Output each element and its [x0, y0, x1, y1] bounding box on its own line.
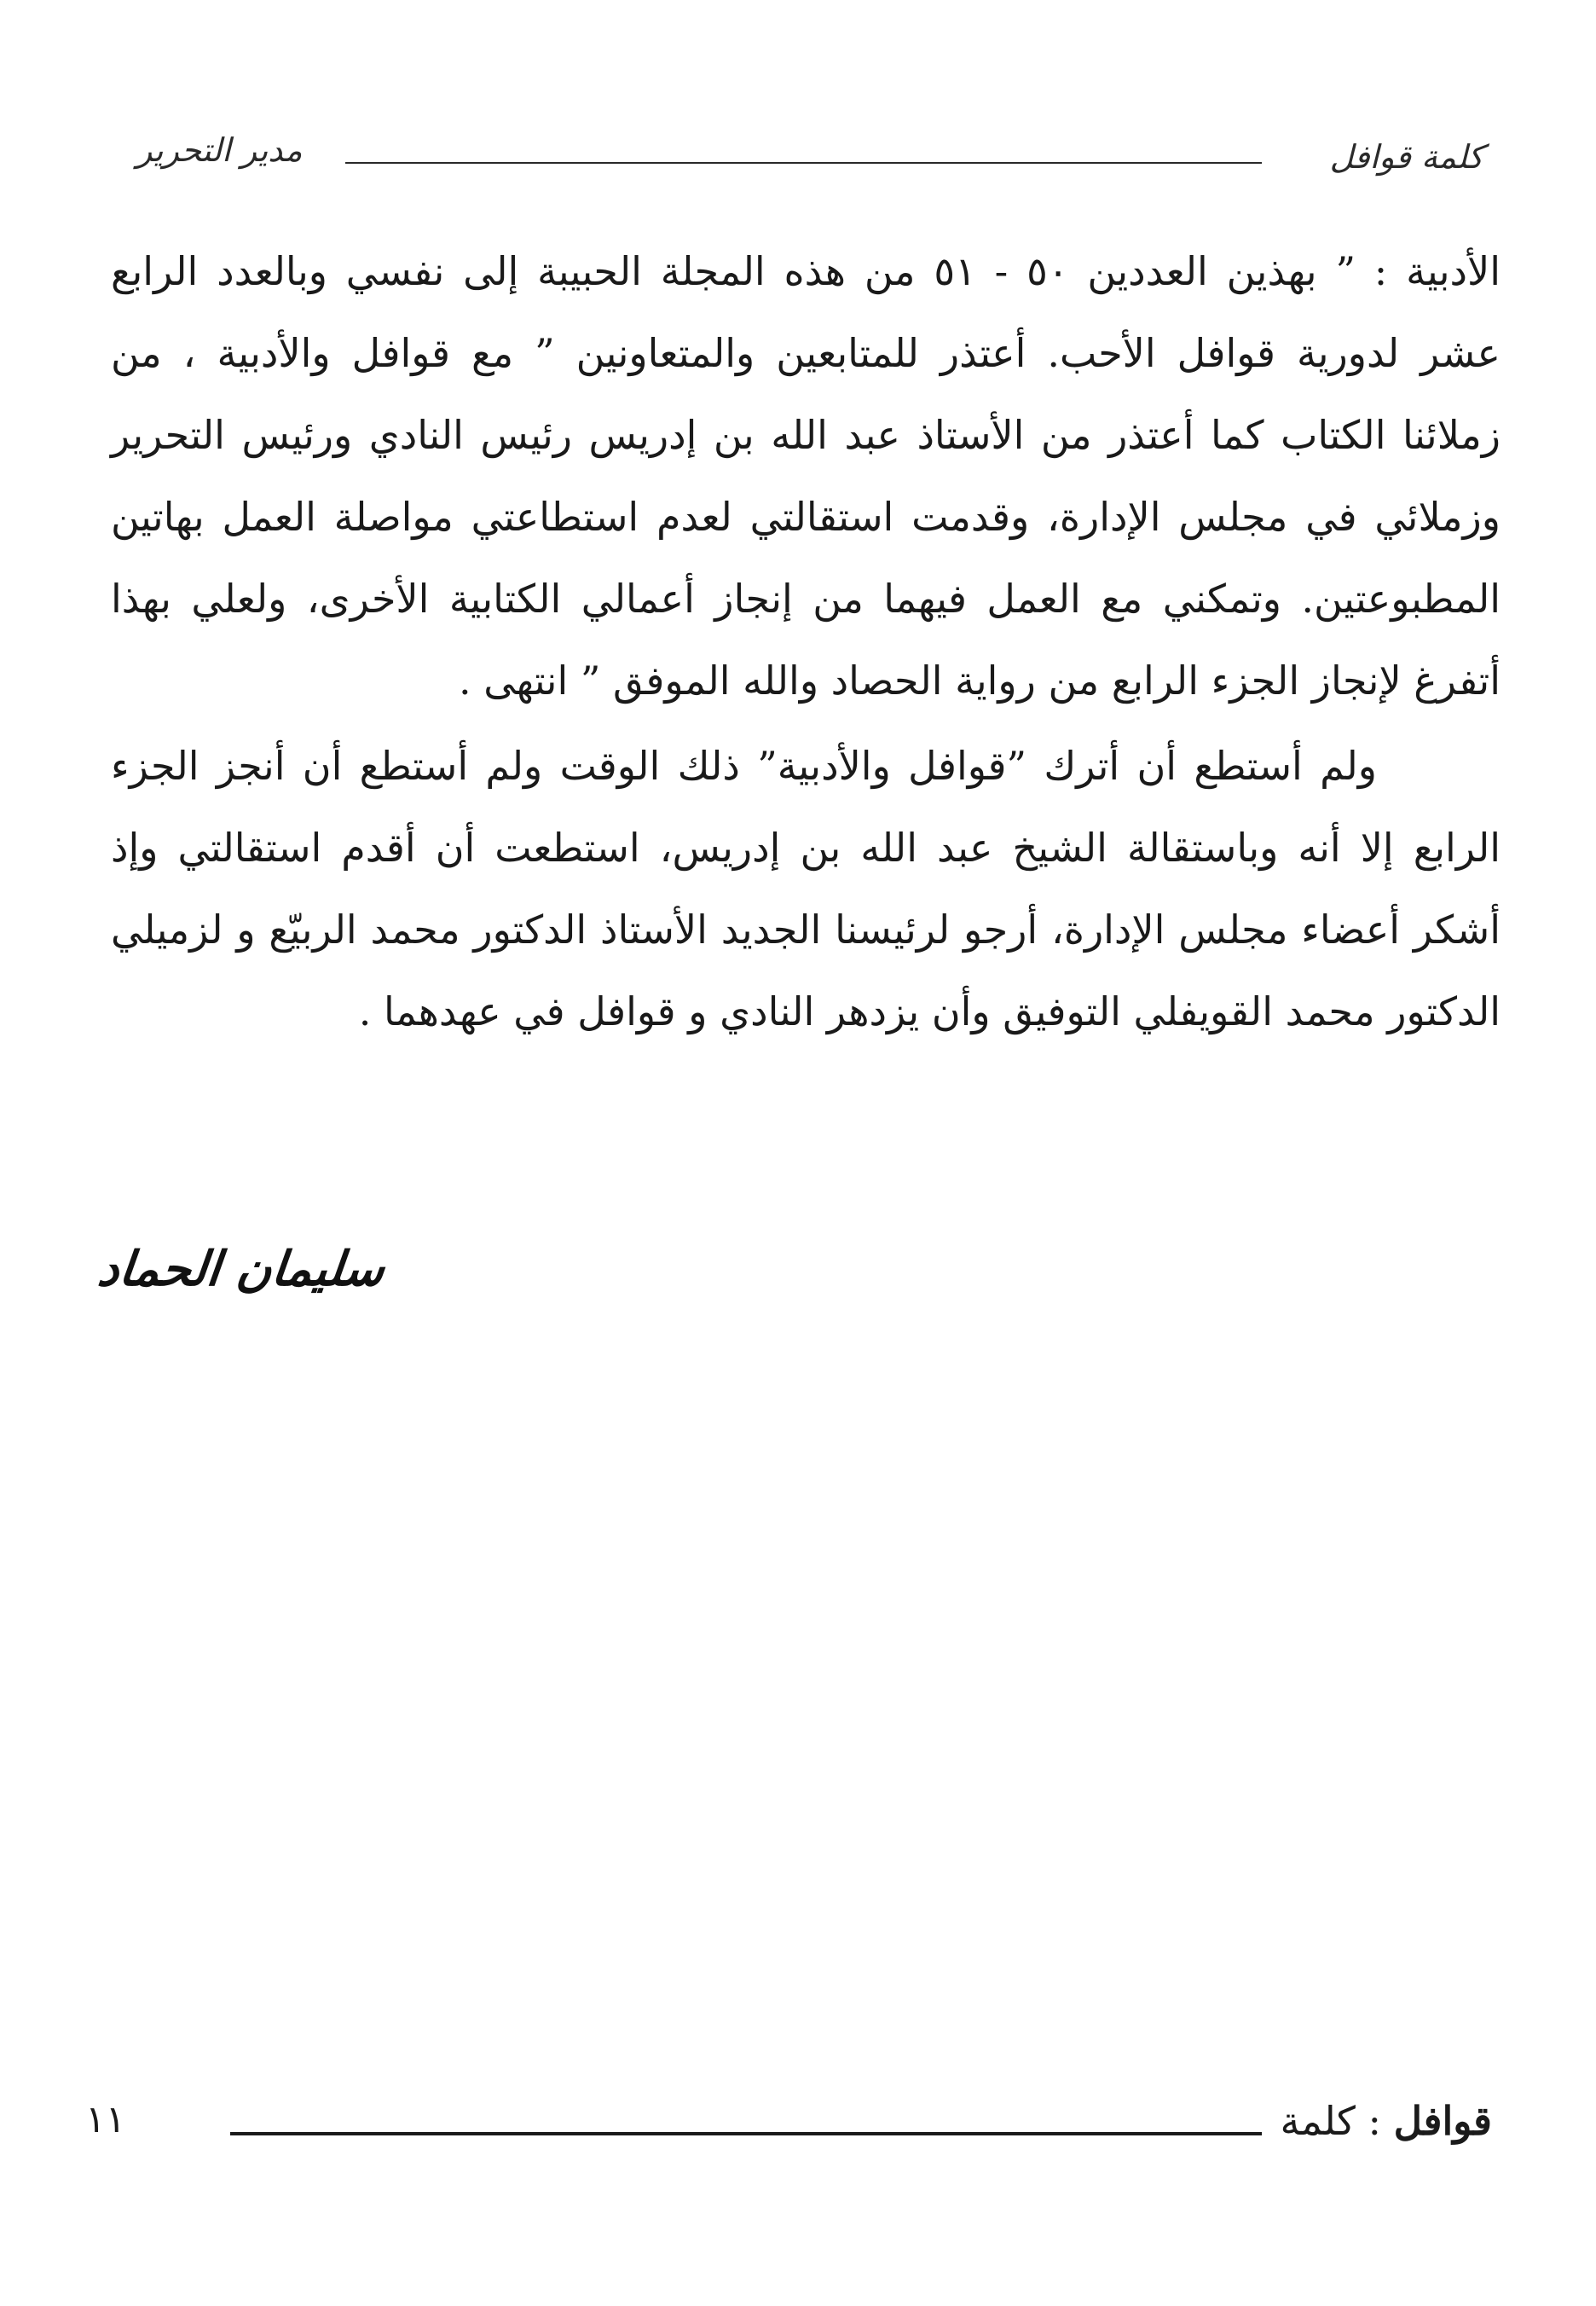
footer-section: كلمة: [1280, 2098, 1356, 2144]
author-signature: سليمان الحماد: [95, 1241, 388, 1297]
header-author-role: مدير التحرير: [136, 131, 303, 169]
paragraph-1: الأدبية : ” بهذين العددين ٥٠ - ٥١ من هذه المجلة الحبيبة إلى نفسي وبالعدد الرابع عشر لدورية قوافل الأحب. أعتذر للمتابعين والمتعاونين ” مع قوافل والأدبية ، من زملائنا الكتاب كما أعتذر من الأستاذ عبد الله بن إدريس رئيس النادي ورئيس التحرير وزملائي في مجلس الإدارة، وقدمت استقالتي لعدم استطاعتي مواصلة العمل بهاتين المطبوعتين. وتمكني مع العمل فيهما من إنجاز أعمالي الكتابية الأخرى، ولعلي بهذا أتفرغ لإنجاز الجزء الرابع من رواية الحصاد والله الموفق ” انتهى .: [111, 248, 1501, 704]
footer-rule: [230, 2132, 1262, 2135]
article-body: [111, 230, 1501, 1052]
footer-label: [1281, 2098, 1493, 2144]
header-rule: [345, 162, 1262, 164]
footer-magazine: قوافل: [1393, 2098, 1492, 2144]
header-section-title: كلمة قوافل: [1329, 138, 1483, 176]
footer-separator: :: [1355, 2098, 1394, 2144]
paragraph-2: ولم أستطع أن أترك ”قوافل والأدبية” ذلك الوقت ولم أستطع أن أنجز الجزء الرابع إلا أنه وباستقالة الشيخ عبد الله بن إدريس، استطعت أن أقدم استقالتي وإذ أشكر أعضاء مجلس الإدارة، أرجو لرئيسنا الجديد الأستاذ الدكتور محمد الربيّع و لزميلي الدكتور محمد القويفلي التوفيق وأن يزدهر النادي و قوافل في عهدهما .: [111, 743, 1501, 1034]
page-number: ١١: [85, 2098, 126, 2141]
page-footer: [85, 2098, 1492, 2166]
running-header: [136, 128, 1483, 188]
